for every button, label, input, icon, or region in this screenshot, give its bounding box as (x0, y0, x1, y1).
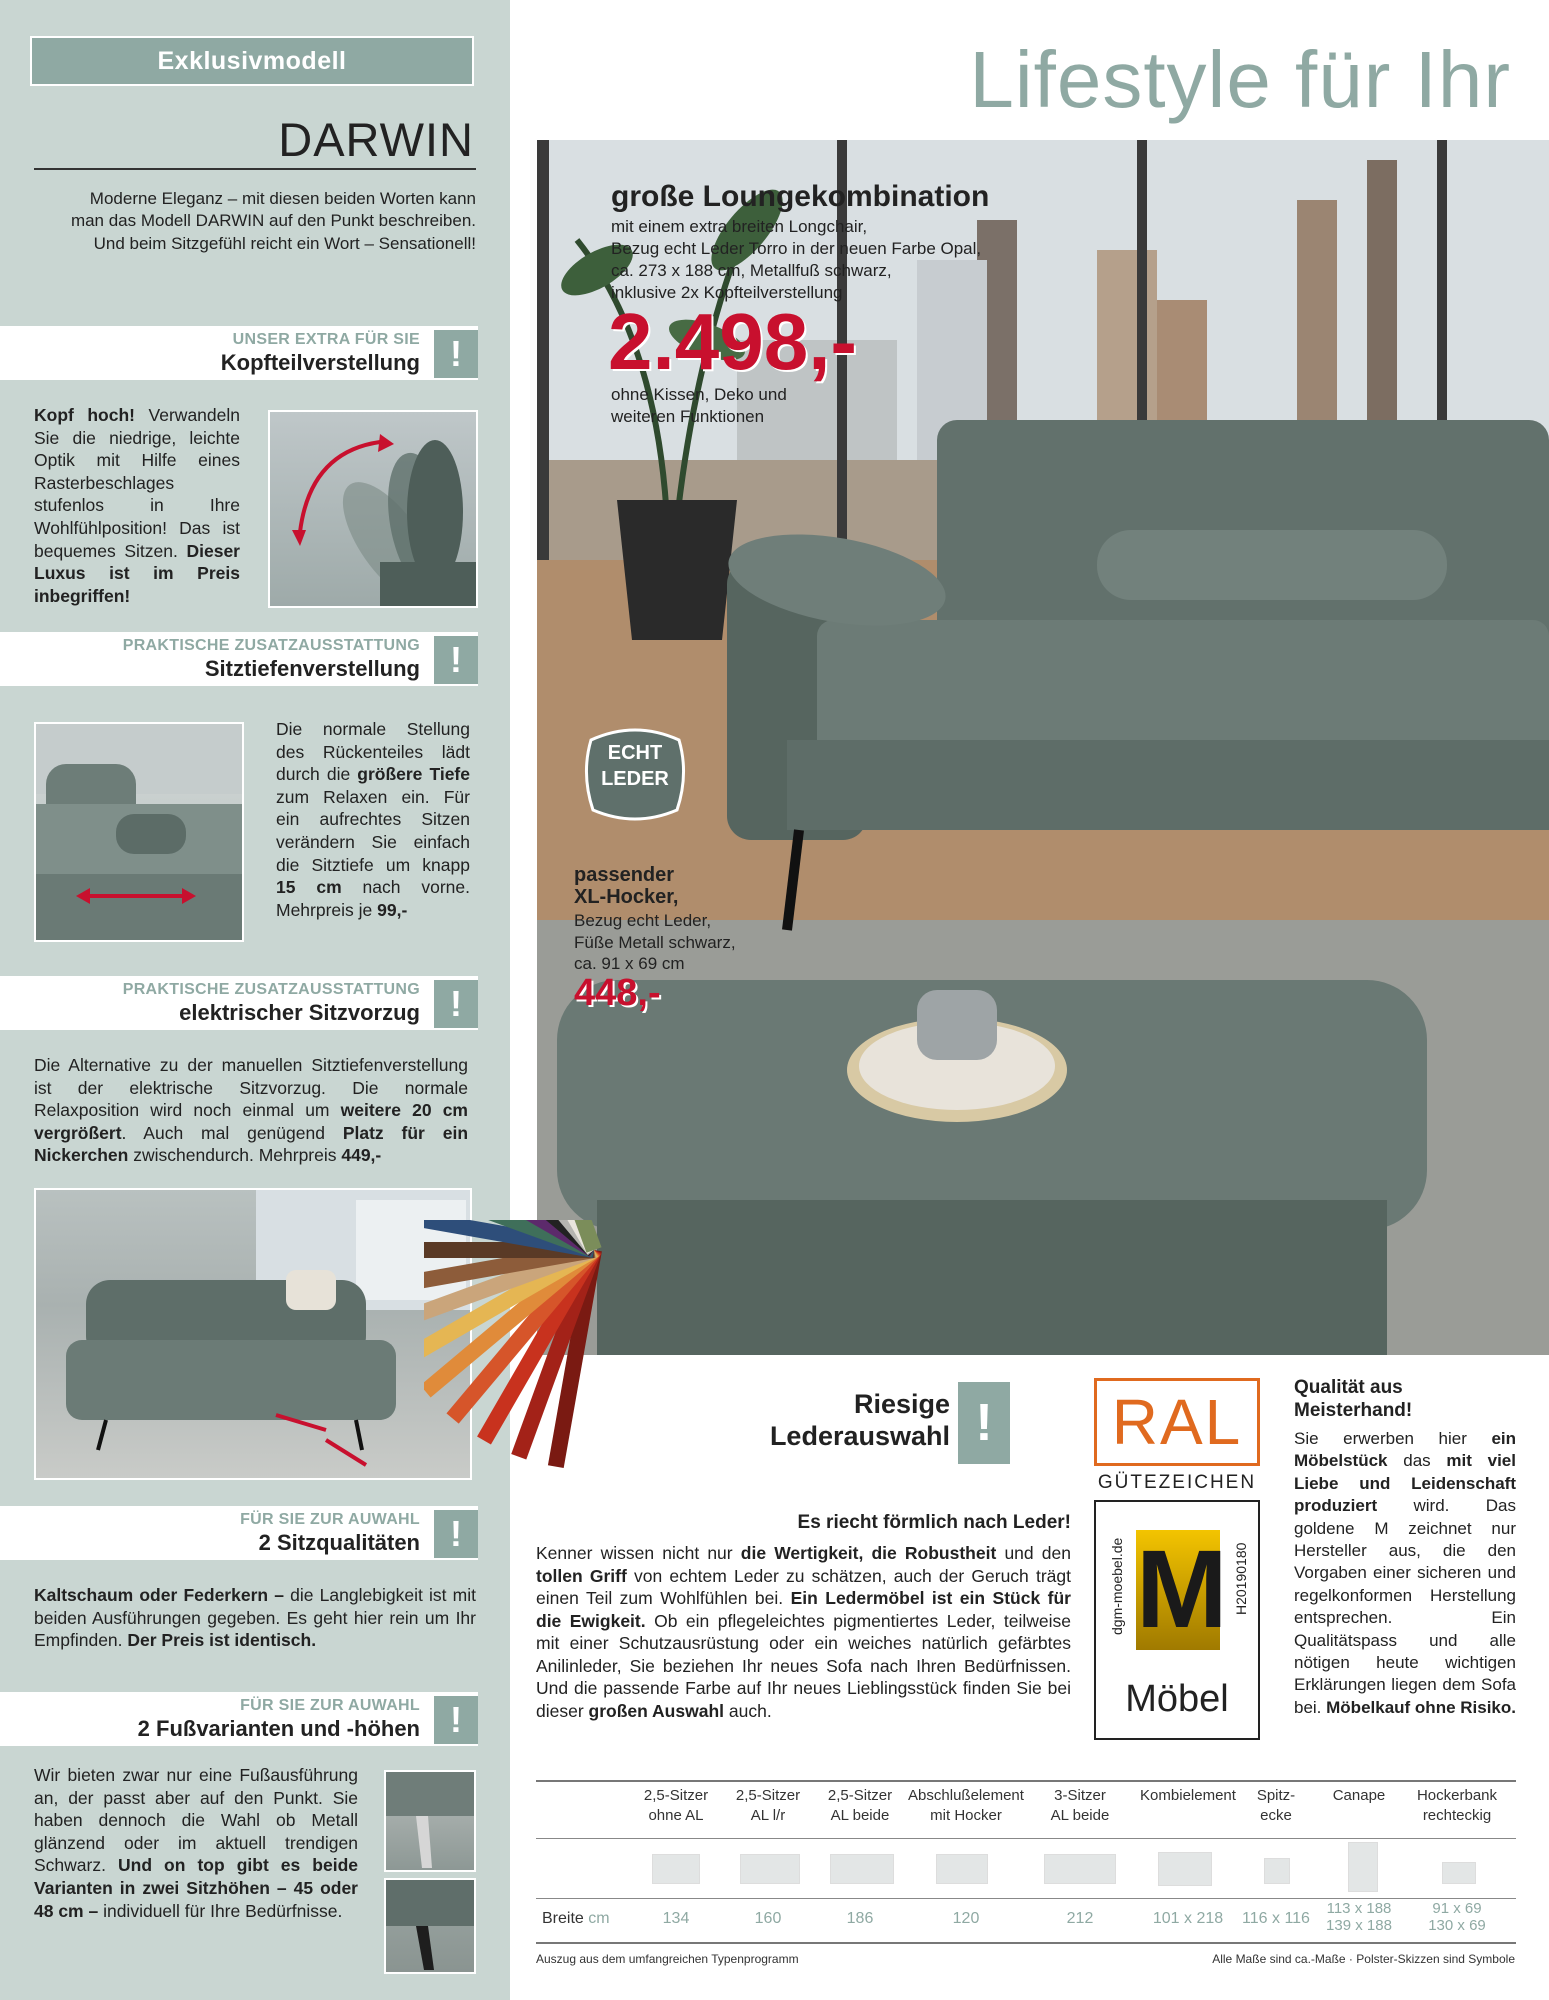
sidebar (0, 0, 510, 2000)
quality-heading: Qualität aus Meisterhand! (1294, 1377, 1413, 1421)
electric-seat-photo (34, 1188, 472, 1480)
ral-logo (1094, 1378, 1260, 1466)
offer-note (611, 384, 787, 428)
spec-value: 101 x 218 (1152, 1910, 1224, 1927)
section-title: Sitztiefenverstellung (204, 656, 420, 681)
spec-rule-values (536, 1898, 1516, 1899)
dgm-url: dgm-moebel.de (1109, 1537, 1125, 1635)
spec-table-rule-bottom (536, 1942, 1516, 1944)
hocker-title-line: XL-Hocker, (574, 886, 679, 908)
section-title: Kopfteilverstellung (220, 350, 420, 375)
spec-col-header: 2,5-Sitzer AL l/r (735, 1787, 801, 1824)
spec-col-header: 2,5-Sitzer ohne AL (643, 1787, 709, 1824)
exclamation-icon: ! (958, 1382, 1010, 1464)
spec-col-header: 2,5-Sitzer AL beide (827, 1787, 893, 1824)
leather-choice-line: Lederauswahl (769, 1421, 950, 1451)
sofa-sketch-icon (1044, 1854, 1116, 1884)
spec-value: 134 (662, 1910, 690, 1927)
hocker-price: 448,- (574, 972, 661, 1014)
exclamation-icon: ! (434, 636, 478, 684)
section-text: Wir bieten zwar nur eine Fußausführung an, der passt aber auf den Punkt. Sie haben dennoch die Wahl ob Metall glänzend oder im aktuell trendigen Schwarz. Und on top gibt es beide Varianten in zwei Sitzhöhen – 45 oder 48 cm – individuell für Ihre Bedürfnisse. (34, 1765, 359, 1921)
spec-value: 113 x 188 139 x 188 (1326, 1900, 1392, 1934)
section-title: 2 Sitzqualitäten (258, 1530, 420, 1555)
spec-footnote-left: Auszug aus dem umfangreichen Typenprogramm (536, 1952, 799, 1966)
section-pre: FÜR SIE ZUR AUWAHL (240, 1697, 420, 1714)
offer-note-line: ohne Kissen, Deko und (611, 385, 787, 404)
ral-logo-text: RAL (1111, 1386, 1243, 1458)
headrest-illustration (268, 410, 478, 608)
spec-col-header: Abschlußelement mit Hocker (908, 1787, 1024, 1824)
hocker-title-line: passender (574, 864, 675, 886)
spec-row-label: Breite cm (542, 1910, 610, 1927)
leather-badge-line2: LEDER (601, 768, 669, 790)
sofa-sketch-icon (1158, 1852, 1212, 1886)
section-pre: UNSER EXTRA FÜR SIE (232, 331, 420, 348)
exclamation-icon: ! (434, 330, 478, 378)
model-name-rule (34, 168, 476, 170)
offer-title: große Loungekombination (611, 180, 990, 213)
spec-value: 186 (846, 1910, 874, 1927)
exclamation-icon: ! (434, 1510, 478, 1558)
guetezeichen-label: GÜTEZEICHEN (1097, 1472, 1257, 1493)
leather-swatch-fan (424, 1220, 744, 1520)
hocker-desc-line: Füße Metall schwarz, (574, 932, 736, 952)
leather-text: Kenner wissen nicht nur die Wertigkeit, die Robustheit und den tollen Griff von echtem Leder zu schätzen, auch der Geruch trägt einen Teil zum Wohlfühlen bei. Ein Ledermöbel ist ein Stück für die Ewigkeit. Ob ein pflegeleichtes pigmentiertes Leder, teilweise mit einer Schutzausrüstung oder ein weiches natürlich gefärbtes Anilinleder, Sie beziehen Ihr neues Sofa nach Ihren Bedürfnissen. Und die passende Farbe auf Ihr neues Lieblingsstück finden Sie bei dieser großen Auswahl auch. (536, 1543, 1072, 1721)
section-text: Die Alternative zu der manuellen Sitztiefenverstellung ist der elektrische Sitzvorzug. Die normale Relaxposition wird noch einmal um weitere 20 cm vergrößert. Auch mal genügend Platz für ein Nickerchen zwischendurch. Mehrpreis 449,- (34, 1055, 469, 1166)
exclusive-badge (30, 36, 474, 86)
spec-col-header: Spitz- ecke (1256, 1787, 1296, 1824)
offer-desc-line: Bezug echt Leder Torro in der neuen Farbe Opal, (611, 239, 982, 258)
sofa-sketch-icon (1348, 1842, 1378, 1892)
sofa-sketch-icon (740, 1854, 800, 1884)
spec-value: 160 (754, 1910, 782, 1927)
leather-heading: Es riecht förmlich nach Leder! (797, 1512, 1071, 1533)
offer-desc-line: mit einem extra breiten Longchair, (611, 217, 868, 236)
quality-text: Sie erwerben hier ein Möbelstück das mit viel Liebe und Leidenschaft produziert wird. Das goldene M zeichnet nur Hersteller aus, die den Vorgaben einer sicheren und regelkonformen Herstellung entsprechen. Ein Qualitätspass und alle nötigen heute wichtigen Erklärungen liegen dem Sofa bei. Möbelkauf ohne Risiko. (1294, 1429, 1516, 1717)
spec-value: 116 x 116 (1242, 1910, 1310, 1927)
seat-depth-illustration (34, 722, 244, 942)
spec-value: 212 (1066, 1910, 1094, 1927)
leather-badge-line1: ECHT (607, 742, 663, 764)
offer-desc-line: ca. 273 x 188 cm, Metallfuß schwarz, (611, 261, 892, 280)
foot-metal-photo (384, 1770, 476, 1872)
spec-table (536, 1786, 1516, 1948)
section-title: 2 Fußvarianten und -höhen (137, 1716, 420, 1741)
section-text: Die normale Stellung des Rückenteiles lädt durch die größere Tiefe zum Relaxen ein. Für ein aufrechtes Sitzen verändern Sie einfach die Sitztiefe um knapp 15 cm nach vorne. Mehrpreis je 99,- (276, 719, 471, 920)
leather-choice-line: Riesige (853, 1389, 950, 1419)
section-pre: PRAKTISCHE ZUSATZAUSSTATTUNG (122, 981, 420, 998)
offer-note-line: weiteren Funktionen (611, 407, 765, 426)
spec-col-header: Canape (1332, 1787, 1386, 1804)
golden-m-icon: M (1136, 1528, 1228, 1651)
exclamation-icon: ! (434, 980, 478, 1028)
section-title-bar (0, 1692, 478, 1746)
offer-price: 2.498,- (608, 297, 858, 386)
leather-badge (581, 720, 689, 828)
offer-desc-line: inklusive 2x Kopfteilverstellung (611, 283, 843, 302)
spec-col-header: 3-Sitzer AL beide (1050, 1787, 1110, 1824)
section-pre: FÜR SIE ZUR AUWAHL (240, 1511, 420, 1528)
intro-text: Moderne Eleganz – mit diesen beiden Worten kann man das Modell DARWIN auf den Punkt beschreiben. Und beim Sitzgefühl reicht ein Wort – Sensationell! (70, 189, 476, 253)
exclusive-badge-label: Exklusivmodell (157, 47, 347, 75)
sofa-sketch-icon (936, 1854, 988, 1884)
model-name: DARWIN (278, 113, 474, 166)
sofa-sketch-icon (652, 1854, 700, 1884)
sofa-sketch-icon (830, 1854, 894, 1884)
section-title-bar (0, 326, 478, 380)
section-text: Kopf hoch! Verwandeln Sie die niedrige, leichte Optik mit Hilfe eines Rasterbeschlages stufenlos in Ihre Wohlfühlposition! Das ist bequemes Sitzen. Dieser Luxus ist im Preis inbegriffen! (34, 405, 240, 606)
hocker-title (574, 864, 678, 908)
section-title-bar (0, 1506, 478, 1560)
spec-col-header: Hockerbank rechteckig (1416, 1787, 1498, 1824)
leather-choice-title (770, 1388, 950, 1452)
hocker-desc (574, 910, 736, 975)
dgm-moebel-logo (1094, 1500, 1260, 1740)
spec-col-header: Kombielement (1140, 1787, 1236, 1804)
dgm-code: H20190180 (1233, 1542, 1249, 1615)
spec-value: 120 (952, 1910, 980, 1927)
section-pre: PRAKTISCHE ZUSATZAUSSTATTUNG (122, 637, 420, 654)
page-headline: Lifestyle für Ihr (969, 35, 1511, 124)
section-title: elektrischer Sitzvorzug (179, 1000, 420, 1025)
exclamation-icon: ! (434, 1696, 478, 1744)
sofa-sketch-icon (1264, 1858, 1290, 1884)
spec-table-rule-top (536, 1780, 1516, 1782)
foot-black-photo (384, 1878, 476, 1974)
moebel-label: Möbel (1125, 1678, 1229, 1720)
spec-value: 91 x 69 130 x 69 (1428, 1900, 1486, 1934)
section-title-bar (0, 976, 478, 1030)
spec-rule-mid (536, 1838, 1516, 1839)
sofa-sketch-icon (1442, 1862, 1476, 1884)
hocker-desc-line: ca. 91 x 69 cm (574, 954, 685, 973)
hocker-desc-line: Bezug echt Leder, (574, 911, 712, 930)
spec-footnote-right: Alle Maße sind ca.-Maße · Polster-Skizzen sind Symbole (1212, 1952, 1515, 1966)
offer-desc (611, 216, 981, 304)
leather-choice-box (710, 1382, 1010, 1464)
section-text: Kaltschaum oder Federkern – die Langlebigkeit ist mit beiden Ausführungen gegeben. Es geht hier rein um Ihr Empfinden. Der Preis ist identisch. (34, 1585, 476, 1651)
section-title-bar (0, 632, 478, 686)
